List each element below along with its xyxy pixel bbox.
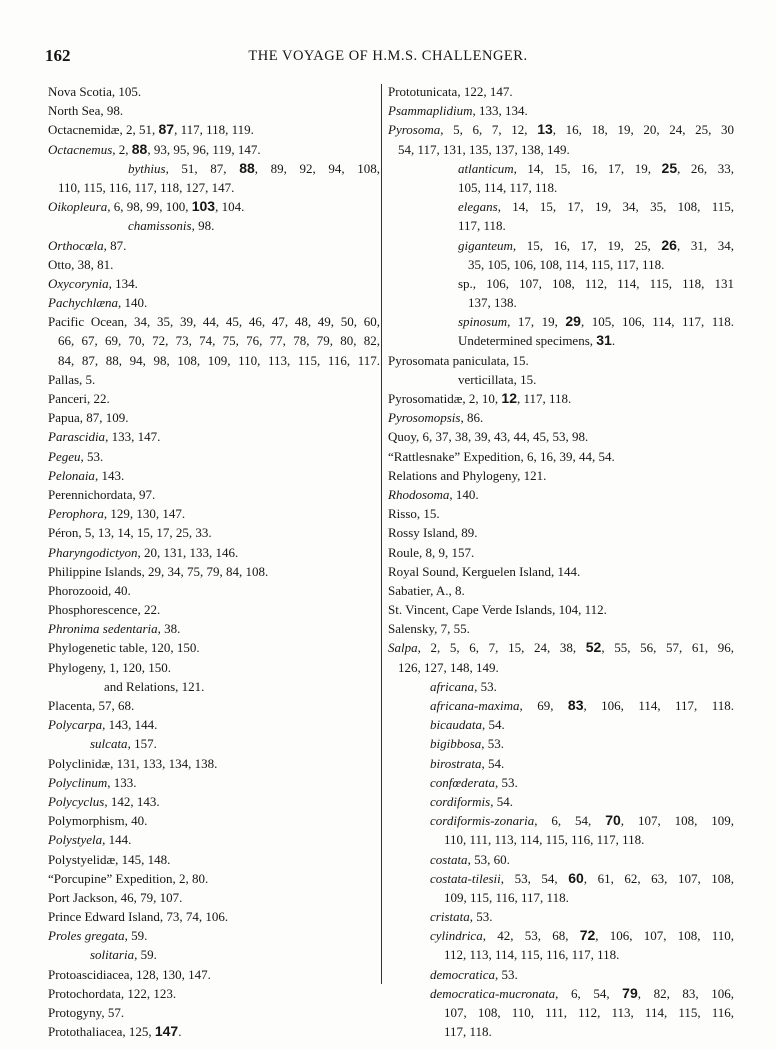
index-entry-line bbox=[388, 466, 734, 485]
italic-term: Pegeu bbox=[48, 448, 81, 464]
entry-text: , 61, 62, 63, 107, 108, bbox=[583, 870, 735, 886]
entry-text: 137, 138. bbox=[468, 295, 517, 311]
entry-text: , 54. bbox=[490, 793, 513, 809]
index-entry-line bbox=[388, 197, 734, 216]
index-entry-line bbox=[48, 216, 380, 235]
entry-text: sp., 106, 107, 108, 112, 114, 115, 118, 131 bbox=[458, 275, 734, 291]
italic-term: elegans bbox=[458, 199, 498, 215]
entry-text: , 16, 18, 19, 20, 24, 25, 30 bbox=[552, 122, 735, 138]
entry-text: , 53, 60. bbox=[467, 851, 510, 867]
index-entry-line bbox=[388, 830, 734, 849]
italic-term: Pharyngodictyon bbox=[48, 544, 138, 560]
index-entry-line bbox=[388, 216, 734, 235]
entry-text: , 31, 34, bbox=[676, 237, 735, 253]
entry-text: , 129, 130, 147. bbox=[103, 506, 186, 522]
entry-text: , 55, 56, 57, 61, 96, bbox=[601, 640, 735, 656]
italic-term: Rhodosoma bbox=[388, 486, 450, 502]
index-entry-line bbox=[48, 715, 380, 734]
entry-text: Papua, 87, 109. bbox=[48, 410, 129, 426]
index-entry-line bbox=[48, 236, 380, 255]
entry-text: , 134. bbox=[108, 275, 138, 291]
index-entry-line bbox=[48, 658, 380, 677]
italic-term: Oxycorynia bbox=[48, 275, 109, 291]
index-entry-line bbox=[48, 178, 380, 197]
entry-text: , 53. bbox=[469, 909, 493, 925]
entry-text: Prince Edward Island, 73, 74, 106. bbox=[48, 909, 229, 925]
entry-text: , 140. bbox=[118, 295, 148, 311]
entry-text: Prototunicata, 122, 147. bbox=[388, 84, 513, 99]
entry-text: , 54. bbox=[481, 755, 505, 771]
italic-term: costata-tilesii bbox=[430, 870, 501, 886]
entry-text: , 82, 83, 106, bbox=[637, 985, 735, 1001]
index-entry-line bbox=[48, 140, 380, 159]
entry-text: , 98. bbox=[191, 218, 215, 234]
index-entry-line bbox=[388, 504, 734, 523]
italic-term: democratica-mucronata bbox=[430, 985, 556, 1001]
index-entry-line bbox=[388, 658, 734, 677]
index-column-left bbox=[48, 82, 380, 1041]
entry-text: , 87. bbox=[103, 237, 127, 253]
entry-text: Nova Scotia, 105. bbox=[48, 84, 142, 99]
index-entry-line bbox=[388, 773, 734, 792]
entry-text: Phylogeny, 1, 120, 150. bbox=[48, 659, 172, 675]
entry-text: Quoy, 6, 37, 38, 39, 43, 44, 45, 53, 98. bbox=[388, 429, 589, 445]
index-entry-line bbox=[388, 543, 734, 562]
entry-text: , 117, 118, 119. bbox=[174, 122, 254, 138]
entry-text: 105, 114, 117, 118. bbox=[458, 179, 558, 195]
italic-term: Salpa bbox=[388, 640, 418, 656]
entry-text: 112, 113, 114, 115, 116, 117, 118. bbox=[444, 947, 620, 963]
italic-term: confœderata bbox=[430, 774, 495, 790]
index-entry-line bbox=[48, 696, 380, 715]
principal-page-ref: 88 bbox=[239, 159, 255, 176]
entry-text: , 26, 33, bbox=[677, 160, 734, 176]
principal-page-ref: 147 bbox=[154, 1023, 179, 1040]
entry-text: Royal Sound, Kerguelen Island, 144. bbox=[388, 563, 581, 579]
italic-term: Polyclinum bbox=[48, 774, 108, 790]
italic-term: Phronima sedentaria bbox=[48, 621, 158, 637]
index-entry-line bbox=[48, 255, 380, 274]
index-entry-line bbox=[388, 945, 734, 964]
index-entry-line bbox=[48, 1003, 380, 1022]
entry-text: , 2, 5, 6, 7, 15, 24, 38, bbox=[417, 640, 586, 656]
entry-text: Polystyelidæ, 145, 148. bbox=[48, 851, 171, 867]
index-entry-line bbox=[388, 965, 734, 984]
entry-text: Pallas, 5. bbox=[48, 371, 96, 387]
index-entry-line bbox=[48, 888, 380, 907]
index-entry-line bbox=[48, 773, 380, 792]
index-entry-line bbox=[388, 255, 734, 274]
index-entry-line bbox=[388, 619, 734, 638]
entry-text: Phorozooid, 40. bbox=[48, 582, 131, 598]
italic-term: spinosum bbox=[458, 314, 508, 330]
index-entry-line bbox=[388, 427, 734, 446]
entry-text: , 157. bbox=[127, 736, 157, 752]
entry-text: Polymorphism, 40. bbox=[48, 813, 148, 829]
entry-text: , 54. bbox=[482, 717, 505, 733]
index-entry-line bbox=[48, 1022, 380, 1041]
italic-term: Octacnemus bbox=[48, 141, 113, 157]
entry-text: , 105, 106, 114, 117, 118. bbox=[580, 314, 734, 330]
entry-text: , 59. bbox=[124, 928, 148, 944]
index-entry-line bbox=[48, 485, 380, 504]
index-entry-line bbox=[388, 389, 734, 408]
italic-term: Polycyclus bbox=[48, 793, 105, 809]
entry-text: Protoascidiacea, 128, 130, 147. bbox=[48, 966, 211, 982]
principal-page-ref: 79 bbox=[622, 984, 638, 1001]
index-entry-line bbox=[388, 581, 734, 600]
entry-text: 110, 115, 116, 117, 118, 127, 147. bbox=[58, 179, 235, 195]
index-entry-line bbox=[388, 792, 734, 811]
index-entry-line bbox=[48, 638, 380, 657]
entry-text: , 51, 87, bbox=[165, 160, 240, 176]
index-entry-line bbox=[48, 907, 380, 926]
entry-text: , 14, 15, 17, 19, 34, 35, 108, 115, bbox=[497, 199, 734, 215]
entry-text: , 20, 131, 133, 146. bbox=[137, 544, 239, 560]
entry-text: , 17, 19, bbox=[507, 314, 566, 330]
index-entry-line bbox=[388, 312, 734, 331]
index-entry-line bbox=[388, 1022, 734, 1041]
index-entry-line bbox=[388, 869, 734, 888]
index-entry-line bbox=[388, 677, 734, 696]
principal-page-ref: 26 bbox=[661, 236, 677, 253]
italic-term: birostrata bbox=[430, 755, 482, 771]
index-entry-line bbox=[48, 830, 380, 849]
entry-text: , 6, 54, bbox=[555, 985, 623, 1001]
italic-term: Polystyela bbox=[48, 832, 103, 848]
index-entry-line bbox=[388, 984, 734, 1003]
entry-text: . bbox=[178, 1024, 182, 1040]
italic-term: chamissonis bbox=[128, 218, 192, 234]
entry-text: Relations and Phylogeny, 121. bbox=[388, 467, 547, 483]
italic-term: Oikopleura bbox=[48, 199, 108, 215]
entry-text: verticillata, 15. bbox=[458, 371, 537, 387]
entry-text: , 6, 54, bbox=[534, 813, 606, 829]
principal-page-ref: 52 bbox=[585, 639, 602, 656]
entry-text: Protothaliacea, 125, bbox=[48, 1024, 155, 1040]
index-entry-line bbox=[388, 274, 734, 293]
index-entry-line bbox=[388, 600, 734, 619]
entry-text: Octacnemidæ, 2, 51, bbox=[48, 122, 159, 138]
entry-text: , 42, 53, 68, bbox=[482, 928, 580, 944]
index-entry-line bbox=[48, 869, 380, 888]
italic-term: bicaudata bbox=[430, 717, 482, 733]
entry-text: Protochordata, 122, 123. bbox=[48, 985, 177, 1001]
index-entry-line bbox=[388, 101, 734, 120]
entry-text: , 133. bbox=[107, 774, 137, 790]
index-entry-line bbox=[48, 543, 380, 562]
italic-term: giganteum bbox=[458, 237, 513, 253]
entry-text: 107, 108, 110, 111, 112, 113, 114, 115, 116, bbox=[444, 1005, 734, 1020]
index-entry-line bbox=[48, 351, 380, 370]
index-entry-line bbox=[48, 926, 380, 945]
index-entry-line bbox=[388, 715, 734, 734]
entry-text: , 106, 107, 108, 110, bbox=[595, 928, 734, 944]
index-entry-line bbox=[48, 600, 380, 619]
entry-text: , 14, 15, 16, 17, 19, bbox=[513, 160, 662, 176]
index-entry-line bbox=[48, 197, 380, 216]
index-entry-line bbox=[388, 1003, 734, 1022]
index-entry-line bbox=[48, 792, 380, 811]
entry-text: Roule, 8, 9, 157. bbox=[388, 544, 475, 560]
entry-text: , 143, 144. bbox=[102, 717, 158, 733]
italic-term: democratica bbox=[430, 966, 495, 982]
index-entry-line bbox=[388, 638, 734, 657]
entry-text: “Rattlesnake” Expedition, 6, 16, 39, 44, 54. bbox=[388, 448, 615, 464]
principal-page-ref: 13 bbox=[537, 121, 553, 138]
entry-text: Perennichordata, 97. bbox=[48, 486, 156, 502]
index-entry-line bbox=[388, 850, 734, 869]
index-entry-line bbox=[388, 140, 734, 159]
index-entry-line bbox=[388, 408, 734, 427]
entry-text: Placenta, 57, 68. bbox=[48, 698, 135, 713]
italic-term: Proles gregata bbox=[48, 928, 125, 944]
entry-text: , 142, 143. bbox=[104, 793, 160, 809]
italic-term: Psammaplidium bbox=[388, 103, 473, 119]
italic-term: costata bbox=[430, 851, 468, 867]
entry-text: Phosphorescence, 22. bbox=[48, 602, 161, 618]
entry-text: “Porcupine” Expedition, 2, 80. bbox=[48, 870, 209, 886]
italic-term: solitaria bbox=[90, 947, 135, 963]
entry-text: 109, 115, 116, 117, 118. bbox=[444, 889, 569, 905]
index-entry-line bbox=[388, 447, 734, 466]
entry-text: Pyrosomatidæ, 2, 10, bbox=[388, 391, 502, 406]
index-entry-line bbox=[48, 293, 380, 312]
index-entry-line bbox=[388, 562, 734, 581]
index-entry-line bbox=[48, 389, 380, 408]
entry-text: , 53. bbox=[481, 736, 505, 752]
italic-term: Pachychlæna bbox=[48, 295, 119, 311]
column-divider bbox=[381, 84, 382, 984]
index-entry-line bbox=[48, 120, 380, 139]
entry-text: Pacific Ocean, 34, 35, 39, 44, 45, 46, 47, 48, 49, 50, 60, bbox=[48, 314, 380, 330]
entry-text: , 86. bbox=[460, 410, 484, 426]
entry-text: , 2, bbox=[112, 141, 132, 157]
index-entry-line bbox=[388, 293, 734, 312]
italic-term: cordiformis bbox=[430, 793, 491, 809]
entry-text: North Sea, 98. bbox=[48, 103, 124, 119]
index-entry-line bbox=[48, 427, 380, 446]
entry-text: 126, 127, 148, 149. bbox=[398, 659, 499, 675]
italic-term: Pyrosomopsis bbox=[388, 410, 461, 426]
entry-text: 35, 105, 106, 108, 114, 115, 117, 118. bbox=[468, 256, 665, 272]
entry-text: Protogyny, 57. bbox=[48, 1005, 125, 1020]
entry-text: , 53. bbox=[80, 448, 104, 464]
entry-text: , 144. bbox=[102, 832, 132, 848]
italic-term: bythius bbox=[128, 160, 166, 176]
principal-page-ref: 31 bbox=[596, 332, 612, 349]
entry-text: , 69, bbox=[519, 698, 568, 713]
italic-term: Perophora bbox=[48, 506, 104, 522]
entry-text: 110, 111, 113, 114, 115, 116, 117, 118. bbox=[444, 832, 645, 848]
index-entry-line bbox=[48, 562, 380, 581]
entry-text: Polyclinidæ, 131, 133, 134, 138. bbox=[48, 755, 218, 771]
index-entry-line bbox=[388, 236, 734, 255]
entry-text: 54, 117, 131, 135, 137, 138, 149. bbox=[398, 141, 570, 157]
entry-text: Phylogenetic table, 120, 150. bbox=[48, 640, 200, 656]
entry-text: , 140. bbox=[449, 486, 479, 502]
index-entry-line bbox=[48, 504, 380, 523]
entry-text: and Relations, 121. bbox=[104, 678, 205, 694]
italic-term: Pyrosoma bbox=[388, 122, 441, 138]
entry-text: 117, 118. bbox=[444, 1024, 492, 1040]
index-entry-line bbox=[48, 945, 380, 964]
entry-text: , 38. bbox=[157, 621, 181, 637]
index-entry-line bbox=[388, 926, 734, 945]
entry-text: , 53. bbox=[495, 774, 518, 790]
index-entry-line bbox=[48, 370, 380, 389]
index-entry-line bbox=[388, 485, 734, 504]
entry-text: , 53. bbox=[494, 966, 518, 982]
index-entry-line bbox=[48, 82, 380, 101]
entry-text: 117, 118. bbox=[458, 218, 506, 234]
index-entry-line bbox=[388, 811, 734, 830]
entry-text: , 93, 95, 96, 119, 147. bbox=[147, 141, 261, 157]
index-entry-line bbox=[388, 370, 734, 389]
italic-term: bigibbosa bbox=[430, 736, 482, 752]
entry-text: , 117, 118. bbox=[516, 391, 572, 406]
index-entry-line bbox=[48, 850, 380, 869]
entry-text: , 53, 54, bbox=[500, 870, 569, 886]
entry-text: Salensky, 7, 55. bbox=[388, 621, 470, 637]
entry-text: Undetermined specimens, bbox=[458, 333, 597, 349]
entry-text: Otto, 38, 81. bbox=[48, 256, 114, 272]
entry-text: Port Jackson, 46, 79, 107. bbox=[48, 889, 183, 905]
index-entry-line bbox=[48, 619, 380, 638]
italic-term: Parascidia bbox=[48, 429, 106, 445]
entry-text: , 59. bbox=[134, 947, 157, 963]
index-entry-line bbox=[388, 82, 734, 101]
entry-text: Péron, 5, 13, 14, 15, 17, 25, 33. bbox=[48, 525, 212, 541]
index-entry-line bbox=[388, 351, 734, 370]
index-entry-line bbox=[48, 754, 380, 773]
page-number: 162 bbox=[45, 46, 71, 65]
index-entry-line bbox=[48, 523, 380, 542]
entry-text: , 107, 108, 109, bbox=[620, 813, 735, 829]
entry-text: , 89, 92, 94, 108, bbox=[254, 160, 381, 176]
principal-page-ref: 72 bbox=[579, 927, 596, 944]
index-entry-line bbox=[48, 159, 380, 178]
entry-text: , 104. bbox=[215, 199, 245, 215]
index-column-right bbox=[388, 82, 734, 1041]
italic-term: africana bbox=[430, 678, 475, 694]
entry-text: , 53. bbox=[474, 678, 497, 694]
entry-text: , 6, 98, 99, 100, bbox=[107, 199, 192, 215]
index-entry-line bbox=[48, 677, 380, 696]
entry-text: Risso, 15. bbox=[388, 506, 440, 522]
index-entry-line bbox=[388, 331, 734, 350]
index-entry-line bbox=[48, 581, 380, 600]
principal-page-ref: 60 bbox=[568, 869, 584, 886]
entry-text: , 133, 147. bbox=[105, 429, 161, 445]
principal-page-ref: 70 bbox=[605, 812, 621, 829]
running-header bbox=[0, 46, 776, 70]
index-entry-line bbox=[48, 101, 380, 120]
index-entry-line bbox=[48, 734, 380, 753]
italic-term: cylindrica bbox=[430, 928, 483, 944]
entry-text: , 143. bbox=[94, 467, 125, 483]
entry-text: , 106, 114, 117, 118. bbox=[583, 698, 734, 713]
entry-text: 84, 87, 88, 94, 98, 108, 109, 110, 113, 115, 116, 117. bbox=[58, 352, 380, 368]
entry-text: , 15, 16, 17, 19, 25, bbox=[512, 237, 662, 253]
entry-text: Rossy Island, 89. bbox=[388, 525, 478, 541]
entry-text: Panceri, 22. bbox=[48, 391, 110, 406]
index-entry-line bbox=[48, 965, 380, 984]
index-entry-line bbox=[48, 408, 380, 427]
italic-term: Pelonaia bbox=[48, 467, 95, 483]
principal-page-ref: 12 bbox=[501, 390, 517, 406]
index-entry-line bbox=[48, 466, 380, 485]
index-entry-line bbox=[388, 754, 734, 773]
principal-page-ref: 83 bbox=[567, 697, 584, 713]
principal-page-ref: 103 bbox=[191, 198, 216, 215]
index-entry-line bbox=[388, 523, 734, 542]
entry-text: . bbox=[611, 333, 616, 349]
entry-text: Pyrosomata paniculata, 15. bbox=[388, 352, 529, 368]
entry-text: St. Vincent, Cape Verde Islands, 104, 112. bbox=[388, 602, 607, 618]
entry-text: Sabatier, A., 8. bbox=[388, 582, 465, 598]
principal-page-ref: 29 bbox=[565, 313, 581, 330]
index-entry-line bbox=[388, 888, 734, 907]
principal-page-ref: 87 bbox=[158, 121, 175, 138]
index-entry-line bbox=[388, 907, 734, 926]
entry-text: Philippine Islands, 29, 34, 75, 79, 84, 108. bbox=[48, 563, 269, 579]
index-entry-line bbox=[48, 312, 380, 331]
italic-term: sulcata bbox=[90, 736, 128, 752]
index-entry-line bbox=[388, 120, 734, 139]
index-entry-line bbox=[388, 696, 734, 715]
index-entry-line bbox=[388, 159, 734, 178]
index-entry-line bbox=[48, 274, 380, 293]
index-entry-line bbox=[48, 447, 380, 466]
italic-term: Orthocœla bbox=[48, 237, 104, 253]
italic-term: cristata bbox=[430, 909, 470, 925]
index-entry-line bbox=[48, 811, 380, 830]
running-title: THE VOYAGE OF H.M.S. CHALLENGER. bbox=[248, 48, 528, 64]
principal-page-ref: 25 bbox=[661, 159, 678, 176]
italic-term: africana-maxima bbox=[430, 698, 520, 713]
index-entry-line bbox=[388, 734, 734, 753]
entry-text: , 5, 6, 7, 12, bbox=[440, 122, 538, 138]
index-entry-line bbox=[48, 331, 380, 350]
entry-text: 66, 67, 69, 70, 72, 73, 74, 75, 76, 77, 78, 79, 80, 82, bbox=[58, 333, 380, 349]
entry-text: , 133, 134. bbox=[472, 103, 528, 119]
index-entry-line bbox=[388, 178, 734, 197]
principal-page-ref: 88 bbox=[131, 140, 148, 157]
italic-term: cordiformis-zonaria bbox=[430, 813, 535, 829]
italic-term: Polycarpa bbox=[48, 717, 103, 733]
italic-term: atlanticum bbox=[458, 160, 514, 176]
index-entry-line bbox=[48, 984, 380, 1003]
